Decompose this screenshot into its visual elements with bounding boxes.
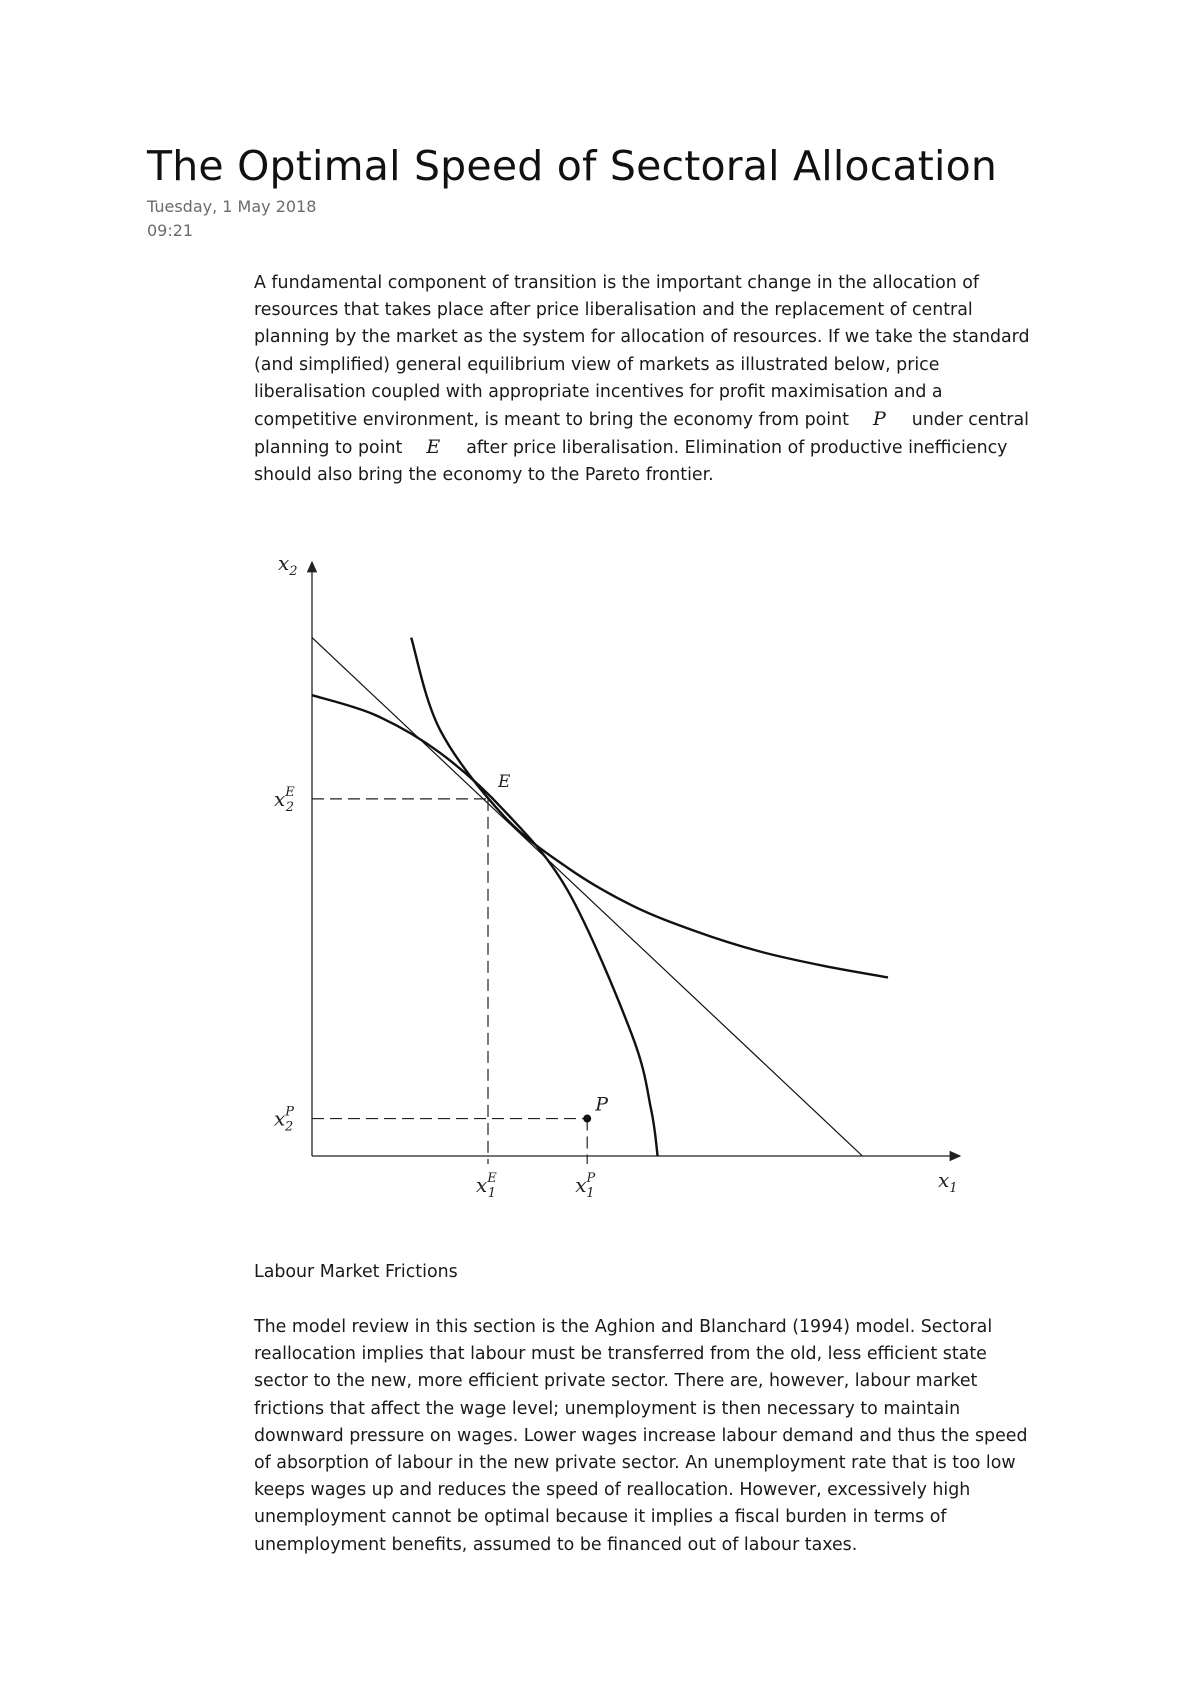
x-axis-label: $x_1$ [938, 1168, 958, 1196]
intro-line: liberalisation coupled with appropriate incentives for profit maximisation and a [254, 381, 943, 402]
intro-line [254, 406, 1084, 434]
point-label-p: P [595, 1093, 608, 1116]
point-label-e: E [498, 771, 511, 792]
section-heading: Labour Market Frictions [254, 1262, 458, 1282]
intro-text: under central [911, 410, 1029, 431]
body-line: unemployment benefits, assumed to be financed out of labour taxes. [254, 1534, 858, 1555]
note-time: 09:21 [147, 221, 194, 240]
y-axis-label: $x_2$ [278, 551, 298, 579]
series-indifference-curve [411, 638, 888, 978]
page-title: The Optimal Speed of Sectoral Allocation [147, 142, 998, 190]
y-tick-e: $x^E$ 2 [274, 784, 295, 815]
body-line: frictions that affect the wage level; unemployment is then necessary to maintain [254, 1398, 961, 1419]
math-point-e: E [426, 436, 441, 459]
body-line: The model review in this section is the Aghion and Blanchard (1994) model. Sectoral [254, 1317, 993, 1337]
series-layer [312, 638, 888, 1156]
intro-line: planning by the market as the system for allocation of resources. If we take the standard [254, 327, 1030, 348]
body-line: reallocation implies that labour must be transferred from the old, less efficient state [254, 1344, 987, 1365]
intro-text: planning to point [254, 438, 403, 459]
note-date: Tuesday, 1 May 2018 [147, 197, 317, 216]
body-paragraph [254, 1314, 1084, 1559]
intro-line: resources that takes place after price liberalisation and the replacement of central [254, 300, 973, 321]
intro-line: should also bring the economy to the Pareto frontier. [254, 465, 714, 486]
math-point-p: P [872, 408, 886, 431]
intro-line: (and simplified) general equilibrium view of markets as illustrated below, price [254, 354, 940, 375]
series-production-possibility-frontier [312, 695, 658, 1156]
y-tick-p: $x^P$ 2 [274, 1104, 295, 1135]
intro-paragraph [254, 270, 1084, 490]
body-line: downward pressure on wages. Lower wages increase labour demand and thus the speed [254, 1425, 1028, 1446]
body-line: sector to the new, more efficient private sector. There are, however, labour market [254, 1371, 978, 1392]
intro-line: A fundamental component of transition is the important change in the allocation of [254, 273, 980, 293]
x-tick-p: $x^P$ 1 [575, 1171, 596, 1200]
equilibrium-chart [270, 550, 970, 1200]
body-line: unemployment cannot be optimal because it implies a fiscal burden in terms of [254, 1507, 947, 1528]
body-line: of absorption of labour in the new private sector. An unemployment rate that is too low [254, 1453, 1016, 1474]
x-tick-e: $x^E$ 1 [476, 1171, 497, 1200]
intro-text: after price liberalisation. Elimination of productive inefficiency [466, 438, 1008, 459]
intro-line [254, 434, 1084, 462]
series-price-line [312, 638, 862, 1156]
intro-text: competitive environment, is meant to bring the economy from point [254, 410, 849, 431]
body-line: keeps wages up and reduces the speed of reallocation. However, excessively high [254, 1480, 971, 1501]
point-p-marker [583, 1115, 591, 1123]
